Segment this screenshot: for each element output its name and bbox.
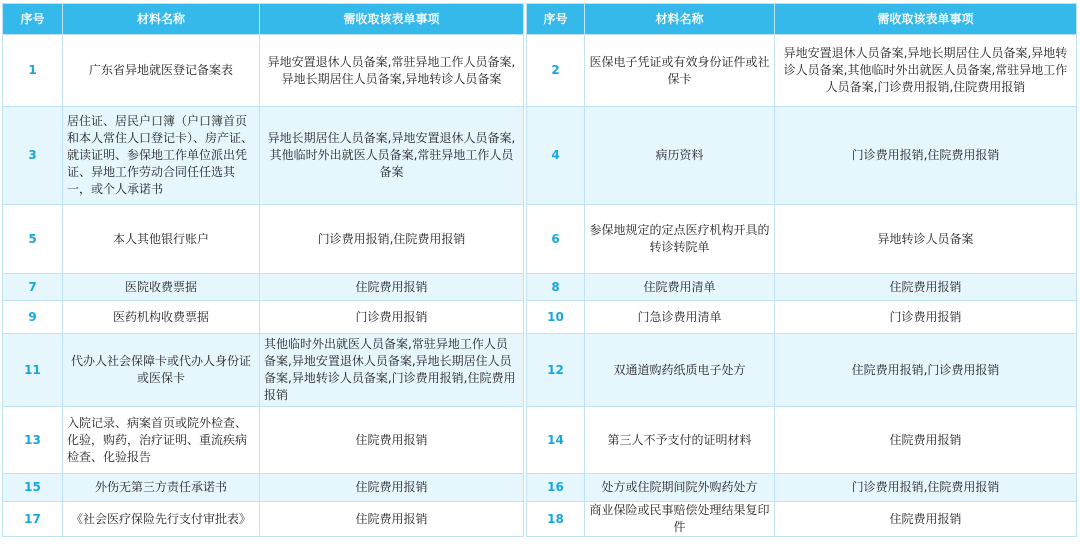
row-material: 医院收费票据 (63, 274, 260, 301)
row-no: 6 (527, 205, 585, 274)
table-row (527, 107, 1077, 205)
row-requirement: 门诊费用报销 (775, 301, 1077, 334)
row-requirement: 异地转诊人员备案 (775, 205, 1077, 274)
table-header-row (527, 4, 1077, 35)
table-header-row (3, 4, 524, 35)
table-row (527, 35, 1077, 107)
row-no: 1 (3, 35, 63, 107)
row-requirement: 其他临时外出就医人员备案,常驻异地工作人员备案,异地安置退休人员备案,异地长期居住人员备案,异地转诊人员备案,门诊费用报销,住院费用报销 (260, 334, 524, 407)
row-no: 11 (3, 334, 63, 407)
row-material: 居住证、居民户口簿（户口簿首页和本人常住人口登记卡）、房产证、就读证明、参保地工作单位派出凭证、异地工作劳动合同任任选其一，或个人承诺书 (63, 107, 260, 205)
table-row (3, 301, 524, 334)
materials-table-left (2, 3, 524, 537)
row-material: 病历资料 (585, 107, 775, 205)
row-material: 第三人不予支付的证明材料 (585, 407, 775, 474)
table-row (3, 35, 524, 107)
row-no: 14 (527, 407, 585, 474)
header-material: 材料名称 (63, 4, 260, 35)
row-material: 入院记录、病案首页或院外检查、化验，购药，治疗证明、重流疾病检查、化验报告 (63, 407, 260, 474)
row-requirement: 住院费用报销 (260, 474, 524, 502)
row-no: 4 (527, 107, 585, 205)
row-requirement: 门诊费用报销 (260, 301, 524, 334)
row-requirement: 门诊费用报销,住院费用报销 (775, 474, 1077, 502)
table-row (3, 502, 524, 537)
table-row (3, 107, 524, 205)
table-row (527, 407, 1077, 474)
table-row (527, 274, 1077, 301)
row-material: 门急诊费用清单 (585, 301, 775, 334)
row-no: 8 (527, 274, 585, 301)
row-material: 医药机构收费票据 (63, 301, 260, 334)
table-row (527, 334, 1077, 407)
row-material: 住院费用清单 (585, 274, 775, 301)
row-requirement: 住院费用报销 (260, 274, 524, 301)
header-requirement: 需收取该表单事项 (260, 4, 524, 35)
row-material: 参保地规定的定点医疗机构开具的转诊转院单 (585, 205, 775, 274)
row-material: 医保电子凭证或有效身份证件或社保卡 (585, 35, 775, 107)
row-material: 处方或住院期间院外购药处方 (585, 474, 775, 502)
row-requirement: 异地长期居住人员备案,异地安置退休人员备案,其他临时外出就医人员备案,常驻异地工作人员备案 (260, 107, 524, 205)
table-row (3, 334, 524, 407)
row-material: 双通道购药纸质电子处方 (585, 334, 775, 407)
row-no: 18 (527, 502, 585, 537)
row-requirement: 住院费用报销 (775, 274, 1077, 301)
table-row (3, 274, 524, 301)
row-material: 《社会医疗保险先行支付审批表》 (63, 502, 260, 537)
row-requirement: 住院费用报销 (260, 407, 524, 474)
row-requirement: 住院费用报销 (260, 502, 524, 537)
row-material: 本人其他银行账户 (63, 205, 260, 274)
row-requirement: 异地安置退休人员备案,常驻异地工作人员备案,异地长期居住人员备案,异地转诊人员备案 (260, 35, 524, 107)
row-requirement: 门诊费用报销,住院费用报销 (260, 205, 524, 274)
row-no: 9 (3, 301, 63, 334)
row-no: 16 (527, 474, 585, 502)
header-no: 序号 (3, 4, 63, 35)
row-material: 商业保险或民事赔偿处理结果复印件 (585, 502, 775, 537)
header-requirement: 需收取该表单事项 (775, 4, 1077, 35)
row-requirement: 门诊费用报销,住院费用报销 (775, 107, 1077, 205)
row-requirement: 住院费用报销 (775, 407, 1077, 474)
row-no: 17 (3, 502, 63, 537)
row-no: 2 (527, 35, 585, 107)
row-no: 13 (3, 407, 63, 474)
header-no: 序号 (527, 4, 585, 35)
row-no: 10 (527, 301, 585, 334)
row-requirement: 住院费用报销 (775, 502, 1077, 537)
table-row (3, 474, 524, 502)
table-row (527, 205, 1077, 274)
row-no: 12 (527, 334, 585, 407)
row-requirement: 住院费用报销,门诊费用报销 (775, 334, 1077, 407)
header-material: 材料名称 (585, 4, 775, 35)
row-no: 5 (3, 205, 63, 274)
row-material: 代办人社会保障卡或代办人身份证或医保卡 (63, 334, 260, 407)
table-row (3, 407, 524, 474)
row-no: 7 (3, 274, 63, 301)
row-material: 外伤无第三方责任承诺书 (63, 474, 260, 502)
table-row (3, 205, 524, 274)
row-no: 15 (3, 474, 63, 502)
materials-table-right (526, 3, 1077, 537)
table-row (527, 301, 1077, 334)
row-requirement: 异地安置退休人员备案,异地长期居住人员备案,异地转诊人员备案,其他临时外出就医人员备案,常驻异地工作人员备案,门诊费用报销,住院费用报销 (775, 35, 1077, 107)
row-no: 3 (3, 107, 63, 205)
table-row (527, 474, 1077, 502)
row-material: 广东省异地就医登记备案表 (63, 35, 260, 107)
table-row (527, 502, 1077, 537)
